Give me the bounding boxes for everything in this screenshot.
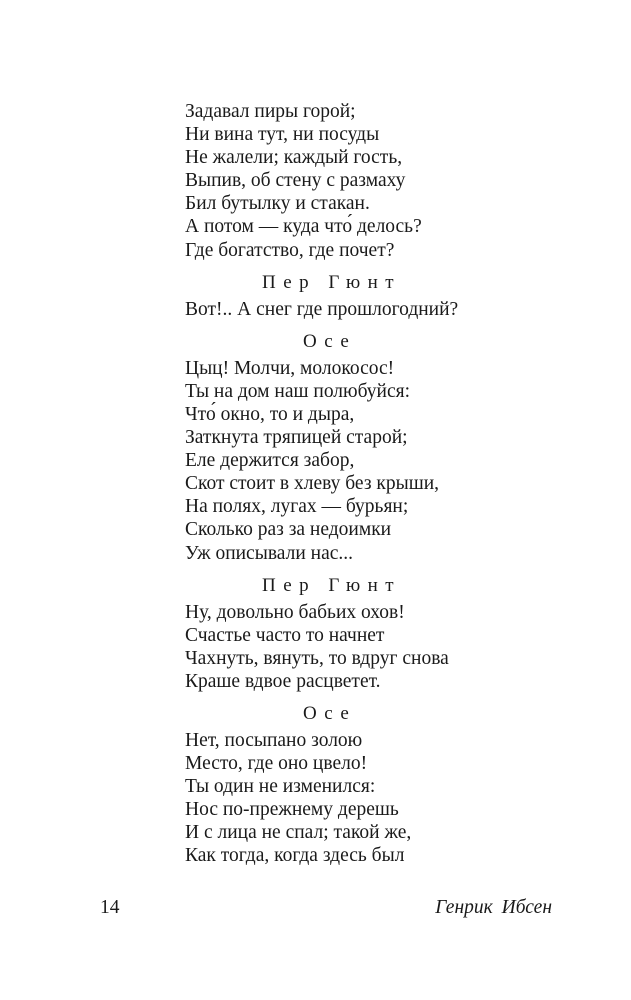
- verse-line: И с лица не спал; такой же,: [185, 822, 412, 844]
- speaker-ose: Осе: [303, 330, 357, 352]
- stanza-3: [185, 357, 515, 565]
- verse-line: Что́ окно, то и дыра,: [185, 403, 355, 425]
- verse-line: Где богатство, где почет?: [185, 239, 395, 261]
- verse-line: Как тогда, когда здесь был: [185, 845, 405, 867]
- running-author: Генрик Ибсен: [435, 897, 552, 918]
- verse-line: Еле держится забор,: [185, 450, 355, 472]
- verse-line: Цыц! Молчи, молокосос!: [185, 357, 395, 379]
- verse-line: Заткнута тряпицей старой;: [185, 427, 408, 449]
- stanza-2: [185, 298, 515, 321]
- verse-line: Скот стоит в хлеву без крыши,: [185, 473, 440, 495]
- verse-line: Место, где оно цвело!: [185, 753, 368, 775]
- verse-line: Вот!.. А снег где прошлогодний?: [185, 298, 459, 320]
- verse-line: Нет, посыпано золою: [185, 729, 363, 751]
- verse-line: Нос по-прежнему дерешь: [185, 799, 399, 821]
- verse-line: Уж описывали нас...: [185, 542, 354, 564]
- speaker-ose: Осе: [303, 702, 357, 724]
- stanza-5: [185, 729, 515, 868]
- verse-line: Счастье часто то начнет: [185, 624, 385, 646]
- stanza-4: [185, 601, 515, 693]
- verse-line: Краше вдвое расцветет.: [185, 670, 381, 692]
- verse-line: Ты один не изменился:: [185, 776, 376, 798]
- poem-text: [185, 100, 515, 868]
- verse-line: Сколько раз за недоимки: [185, 519, 392, 541]
- verse-line: Ну, довольно бабьих охов!: [185, 601, 405, 623]
- verse-line: Не жалели; каждый гость,: [185, 147, 403, 169]
- verse-line: Ни вина тут, ни посуды: [185, 124, 380, 146]
- speaker-peer-gynt: Пер Гюнт: [262, 574, 402, 596]
- verse-line: Ты на дом наш полюбуйся:: [185, 380, 411, 402]
- speaker-peer-gynt: Пер Гюнт: [262, 271, 402, 293]
- verse-line: Чахнуть, вянуть, то вдруг снова: [185, 647, 449, 669]
- verse-line: Выпив, об стену с размаху: [185, 170, 406, 192]
- verse-line: Бил бутылку и стакан.: [185, 193, 370, 215]
- verse-line: Задавал пиры горой;: [185, 101, 356, 122]
- stanza-1: [185, 100, 515, 262]
- verse-line: А потом — куда что́ делось?: [185, 216, 422, 238]
- verse-line: На полях, лугах — бурьян;: [185, 496, 409, 518]
- page-number: 14: [100, 897, 120, 918]
